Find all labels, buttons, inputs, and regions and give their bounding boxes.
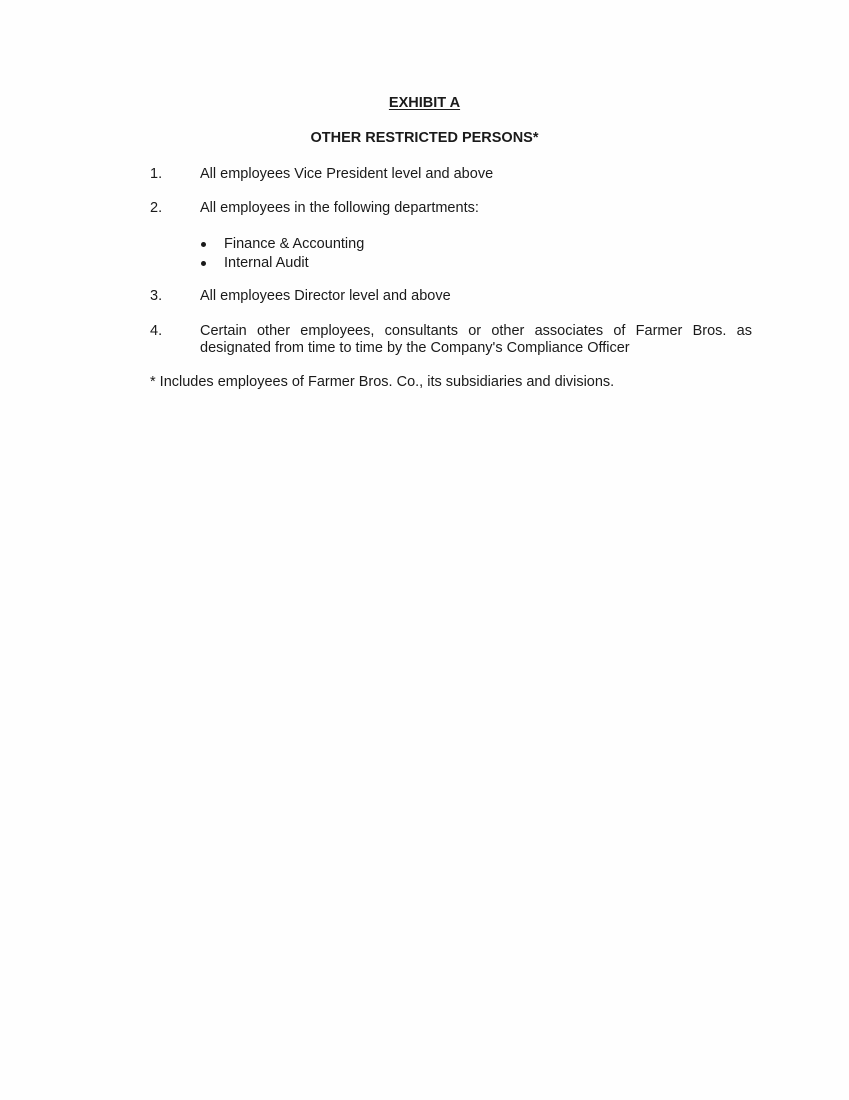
department-label: Finance & Accounting xyxy=(224,236,365,252)
list-item-text: Certain other employees, consultants or other associates of Farmer Bros. as designated from time to time by the Company's Compliance Officer xyxy=(200,323,752,356)
list-item-number: 3. xyxy=(150,288,163,304)
list-item-number: 1. xyxy=(150,166,163,182)
department-item xyxy=(198,235,364,254)
bullet-icon xyxy=(201,261,206,266)
bullet-icon xyxy=(201,242,206,247)
list-item-number: 2. xyxy=(150,200,163,216)
list-item-number: 4. xyxy=(150,323,163,339)
list-item-text: All employees Director level and above xyxy=(200,288,451,304)
list-item-text: All employees Vice President level and above xyxy=(200,166,494,182)
document-title: EXHIBIT A xyxy=(388,95,461,111)
document-subtitle: OTHER RESTRICTED PERSONS* xyxy=(310,130,539,146)
footnote: * Includes employees of Farmer Bros. Co., its subsidiaries and divisions. xyxy=(150,374,615,390)
list-item-text: All employees in the following departments: xyxy=(200,200,479,216)
department-label: Internal Audit xyxy=(224,255,309,271)
department-item xyxy=(198,254,364,273)
department-list xyxy=(198,235,364,273)
